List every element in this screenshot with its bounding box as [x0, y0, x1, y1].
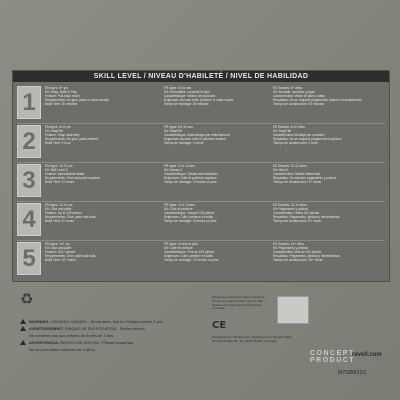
warning-text — [29, 319, 163, 324]
skill-level-text: Temps de montage: 30 minutes — [164, 102, 209, 107]
skill-level-text: EN Ages: 10-12 yrs — [45, 164, 73, 168]
warning-body: No es para niños menores de 3 años. — [29, 347, 96, 352]
skill-level-text: Kit: Nivel 3 — [273, 168, 289, 173]
skill-level-text: Requirements: No glue, paint or tools needed — [45, 98, 110, 103]
skill-level-row — [17, 84, 385, 119]
warning-label: WARNING: — [29, 319, 50, 324]
skill-level-cell — [164, 242, 274, 273]
skill-level-text: Tiempo de construcción: 3+ horas — [273, 180, 321, 185]
skill-level-row — [17, 123, 385, 158]
skill-level-text: Kit: Niveau 3 — [164, 168, 183, 173]
warning-triangle-icon — [20, 340, 26, 345]
skill-level-text: Kit: Colle et peinture — [164, 207, 193, 212]
skill-level-text: Tiempo de construcción: 5+ horas — [273, 219, 321, 224]
skill-level-text: Kit: Skill Level 3 — [45, 168, 68, 173]
skill-level-text: EN Ages: 12-14 yrs — [45, 203, 73, 207]
skill-level-cell — [45, 164, 155, 195]
skill-level-text: Kit: Glue and paint — [45, 246, 72, 251]
skill-level-text: Característica: Hasta 100 piezas — [273, 211, 320, 216]
warning-body: RISQUE DE SUFFOCATION - Petites pièces. — [63, 326, 146, 331]
skill-level-panel — [12, 70, 390, 282]
brand-line-1: CONCEPT — [310, 350, 355, 357]
skill-level-text: Característica: Detalle intermedio — [273, 172, 321, 177]
skill-level-text: Caractéristique: Moteur de pull-back — [164, 94, 216, 99]
skill-level-text: Caractéristique: Assemblage par emboîtement — [164, 133, 230, 138]
skill-level-text: Requisitos: Pegamento, pintura y herramientas — [273, 254, 340, 259]
skill-level-text: Kit: SnapTite — [45, 129, 64, 134]
skill-level-text: Caractéristique: Plus de 100 pièces — [164, 250, 215, 255]
skill-level-text: Tiempo de construcción: 10+ horas — [273, 258, 323, 263]
skill-level-text: Requirements: Glue and paint required — [45, 176, 100, 181]
warning-text — [29, 333, 114, 338]
skill-level-text: ES Edades: 8+ años — [273, 86, 303, 90]
warning-text — [29, 347, 96, 352]
skill-level-text: Requisitos: Se requiere pegamento y pintura — [273, 176, 337, 181]
skill-level-text: Requirements: Glue, paint and tools — [45, 254, 96, 259]
skill-level-text: Temps de montage: 10 heures ou plus — [164, 258, 219, 263]
skill-level-text: Feature: 100+ pieces — [45, 250, 76, 255]
skill-level-cell — [164, 125, 274, 156]
skill-level-row — [17, 162, 385, 197]
skill-level-cell — [164, 86, 274, 117]
keep-info-text: Please keep details for future reference. Conservez cette adresse, elle est utile. Guarde esta información para futuras consultas. — [212, 295, 266, 311]
row-divider — [17, 123, 385, 124]
skill-level-text: Exigences: Colle, peinture et outils — [164, 215, 213, 220]
skill-level-text: Característica: Motor de jalar y soltar — [273, 94, 326, 99]
warning-line — [20, 325, 220, 332]
skill-level-text: EN Ages: 14+ yrs — [45, 242, 70, 246]
skill-level-cell — [164, 203, 274, 234]
skill-level-text: Kit: SnapTite — [273, 129, 292, 134]
skill-level-text: Build Time: 5+ hours — [45, 219, 75, 224]
skill-level-text: ES Edades: 8-10 años — [273, 125, 305, 129]
skill-level-text: EN Ages: 8-10 yrs — [45, 125, 71, 129]
skill-level-text: Caractéristique: Détails intermédiaires — [164, 172, 218, 177]
warning-line — [20, 346, 220, 353]
skill-level-text: ES Edades: 12-14 años — [273, 203, 307, 207]
skill-level-header: SKILL LEVEL / NIVEAU D'HABILETÉ / NIVEL DE HABILIDAD — [13, 71, 389, 82]
warning-line — [20, 339, 220, 346]
skill-level-text: FR Ages: 14 ans et plus — [164, 242, 198, 246]
row-divider — [17, 162, 385, 163]
skill-level-cell — [45, 86, 155, 117]
skill-level-text: Tiempo de construcción: 1 hora — [273, 141, 318, 146]
skill-level-text: Temps de montage: 5 heures ou plus — [164, 219, 217, 224]
skill-level-number: 2 — [17, 125, 41, 158]
skill-level-text: Tiempo de construcción: 30 minutos — [273, 102, 325, 107]
skill-level-number: 3 — [17, 164, 41, 197]
ce-mark: CE — [212, 320, 227, 331]
warning-triangle-icon — [20, 326, 26, 331]
website-label: revell.com — [352, 352, 382, 358]
warning-body: RIESGO DE ASFIXIA - Piezas pequeñas. — [59, 340, 134, 345]
warning-body: CHOKING HAZARD - Small parts. Not for Children under 3 yrs. — [49, 319, 164, 324]
skill-level-row — [17, 201, 385, 236]
skill-level-text: Exigences: Aucune colle, peinture ni outils requis — [164, 98, 234, 103]
product-code: |8750B6311| — [338, 370, 366, 376]
skill-level-text: Exigences: Aucune colle ni peinture requise — [164, 137, 226, 142]
skill-level-text: Requisitos: No se requiere pegamento ni pintura — [273, 137, 342, 142]
skill-level-text: FR Ages: 10 à 12 ans — [164, 164, 195, 168]
brand-logo — [310, 350, 355, 364]
distributor-text: Distributed by / Distribué par / Distribuido por: Revell GmbH, Henschelstraße 20 - 30, 32257 Bünde, Germany — [212, 335, 293, 343]
warning-line — [20, 332, 220, 339]
skill-level-text: FR Ages: 8 à 10 ans — [164, 125, 193, 129]
skill-level-text: Feature: Up to 100 pieces — [45, 211, 82, 216]
skill-level-text: Kit: SnapTite — [164, 129, 183, 134]
warning-triangle-icon — [20, 319, 26, 324]
skill-level-text: ES Edades: 14+ años — [273, 242, 304, 246]
skill-level-text: Kit: Armable, construir y jugar — [273, 90, 315, 95]
skill-level-text: Build Time: 10+ hours — [45, 258, 76, 263]
row-divider — [17, 240, 385, 241]
warning-label: AVERTISSEMENT: — [29, 326, 64, 331]
skill-level-text: Feature: Snap assembly — [45, 133, 80, 138]
skill-level-text: Kit: Emboîtable, construit et joue — [164, 90, 210, 95]
brand-line-2: PRODUCT — [310, 357, 356, 364]
choking-warning — [20, 318, 220, 353]
skill-level-text: Kit: Snap, Build & Play — [45, 90, 77, 95]
skill-level-text: Requisitos: No se requiere pegamento, pintura ni herramientas — [273, 98, 362, 103]
skill-level-number: 5 — [17, 242, 41, 275]
skill-level-text: Exigences: Colle et peinture requises — [164, 176, 217, 181]
skill-level-text: Build Time: 30 minutes — [45, 102, 78, 107]
warning-text — [29, 326, 146, 331]
recycle-icon: ♻ — [20, 291, 34, 308]
skill-level-cell — [45, 125, 155, 156]
skill-level-text: Caractéristique: Jusqu'à 100 pièces — [164, 211, 215, 216]
skill-level-text: Temps de montage: 1 heure — [164, 141, 204, 146]
skill-level-text: Requirements: Glue, paint and tools — [45, 215, 96, 220]
skill-level-text: Temps de montage: 3 heures ou plus — [164, 180, 217, 185]
skill-level-text: Exigences: Colle, peinture et outils — [164, 254, 213, 259]
skill-level-cell — [45, 203, 155, 234]
warning-text — [29, 340, 134, 345]
skill-level-number: 4 — [17, 203, 41, 236]
skill-level-cell — [273, 203, 383, 234]
warning-body: Ne convient pas aux enfants de moins de 3 ans. — [29, 333, 115, 338]
skill-level-text: Kit: Pegamento y pintura — [273, 246, 308, 251]
skill-level-text: ES Edades: 10-12 años — [273, 164, 307, 168]
skill-level-text: Requisitos: Pegamento, pintura y herramientas — [273, 215, 340, 220]
skill-level-text: Característica: Montaje por encastre — [273, 133, 325, 138]
skill-level-text: Kit: Pegamento y pintura — [273, 207, 308, 212]
warning-label: ADVERTENCIA: — [29, 340, 60, 345]
skill-level-row — [17, 240, 385, 275]
skill-level-text: FR Ages: 8 à 8 ans — [164, 86, 192, 90]
skill-level-text: Feature: Intermediate detail — [45, 172, 84, 177]
skill-level-text: Característica: Más de 100 piezas — [273, 250, 322, 255]
warning-line — [20, 318, 220, 325]
skill-level-cell — [273, 242, 383, 273]
skill-level-text: FR Ages: 12 à 14 ans — [164, 203, 195, 207]
skill-level-cell — [273, 125, 383, 156]
skill-level-text: Build Time: 3+ hours — [45, 180, 75, 185]
skill-level-cell — [45, 242, 155, 273]
skill-level-text: Kit: Glue and paint — [45, 207, 72, 212]
barcode-sticker — [277, 296, 309, 324]
skill-level-number: 1 — [17, 86, 41, 119]
skill-level-cell — [164, 164, 274, 195]
skill-level-cell — [273, 164, 383, 195]
skill-level-text: Requirements: No glue, paint needed — [45, 137, 98, 142]
skill-level-text: Kit: Colle et peinture — [164, 246, 193, 251]
skill-level-text: Feature: Pull-back motor — [45, 94, 80, 99]
skill-level-text: EN Ages: 8+ yrs — [45, 86, 68, 90]
skill-level-text: Build Time: 1 hour — [45, 141, 71, 146]
row-divider — [17, 201, 385, 202]
skill-level-cell — [273, 86, 383, 117]
